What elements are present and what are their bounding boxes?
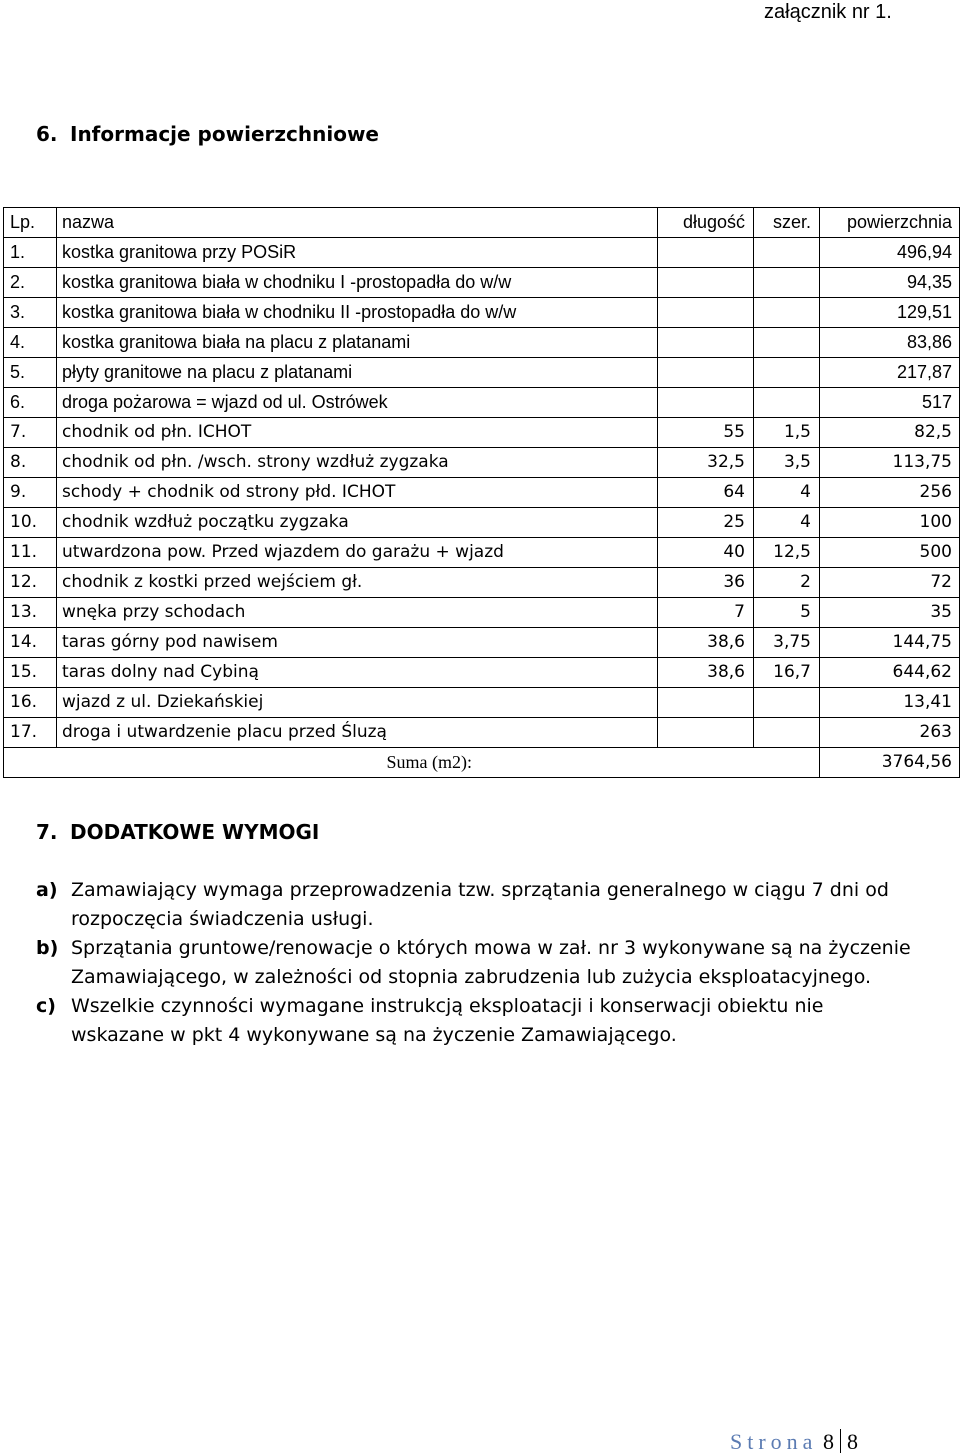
requirement-marker: b)	[36, 937, 59, 959]
row-name: chodnik od płn. /wsch. strony wzdłuż zygzaka	[57, 448, 658, 478]
row-name: kostka granitowa przy POSiR	[57, 238, 658, 268]
row-width: 1,5	[754, 418, 820, 448]
row-lp: 17.	[4, 718, 57, 748]
row-lp: 13.	[4, 598, 57, 628]
row-name: kostka granitowa biała w chodniku II -prostopadła do w/w	[57, 298, 658, 328]
row-length	[658, 238, 754, 268]
table-row	[4, 298, 960, 328]
table-row	[4, 238, 960, 268]
page-total: 8	[846, 1429, 858, 1454]
sum-label: Suma (m2):	[57, 748, 820, 778]
row-name: chodnik wzdłuż początku zygzaka	[57, 508, 658, 538]
row-lp: 16.	[4, 688, 57, 718]
header-length: długość	[658, 208, 754, 238]
row-width	[754, 718, 820, 748]
row-name: kostka granitowa biała na placu z platanami	[57, 328, 658, 358]
header-width: szer.	[754, 208, 820, 238]
row-length	[658, 358, 754, 388]
row-width: 4	[754, 478, 820, 508]
page-footer	[730, 1428, 858, 1456]
section-6-heading	[36, 122, 379, 146]
requirement-text: Zamawiający wymaga przeprowadzenia tzw. sprzątania generalnego w ciągu 7 dni od rozpoczęcia świadczenia usługi.	[71, 879, 889, 930]
table-row	[4, 508, 960, 538]
section-7-number: 7.	[36, 820, 58, 844]
header-area: powierzchnia	[820, 208, 960, 238]
row-area: 35	[820, 598, 960, 628]
row-length: 25	[658, 508, 754, 538]
section-6-number: 6.	[36, 122, 58, 146]
row-area: 100	[820, 508, 960, 538]
row-length: 55	[658, 418, 754, 448]
row-width	[754, 298, 820, 328]
row-area: 144,75	[820, 628, 960, 658]
row-length: 40	[658, 538, 754, 568]
table-row	[4, 328, 960, 358]
row-area: 94,35	[820, 268, 960, 298]
row-area: 496,94	[820, 238, 960, 268]
section-7-heading	[36, 820, 319, 844]
table-row	[4, 628, 960, 658]
row-width: 12,5	[754, 538, 820, 568]
requirement-item	[36, 992, 916, 1050]
row-name: droga i utwardzenie placu przed Śluzą	[57, 718, 658, 748]
requirement-marker: c)	[36, 995, 56, 1017]
row-length: 7	[658, 598, 754, 628]
row-width	[754, 388, 820, 418]
row-lp: 10.	[4, 508, 57, 538]
row-width: 2	[754, 568, 820, 598]
row-lp: 9.	[4, 478, 57, 508]
row-lp: 11.	[4, 538, 57, 568]
row-width	[754, 238, 820, 268]
row-lp: 5.	[4, 358, 57, 388]
header-lp: Lp.	[4, 208, 57, 238]
row-lp: 15.	[4, 658, 57, 688]
row-length	[658, 688, 754, 718]
table-row	[4, 568, 960, 598]
row-length	[658, 298, 754, 328]
table-row	[4, 538, 960, 568]
row-name: schody + chodnik od strony płd. ICHOT	[57, 478, 658, 508]
requirement-item	[36, 934, 916, 992]
row-area: 129,51	[820, 298, 960, 328]
sum-value: 3764,56	[820, 748, 960, 778]
row-length: 38,6	[658, 658, 754, 688]
row-length: 64	[658, 478, 754, 508]
row-lp: 4.	[4, 328, 57, 358]
row-width	[754, 358, 820, 388]
row-width	[754, 268, 820, 298]
row-name: chodnik od płn. ICHOT	[57, 418, 658, 448]
row-area: 83,86	[820, 328, 960, 358]
header-name: nazwa	[57, 208, 658, 238]
row-lp: 3.	[4, 298, 57, 328]
row-length: 38,6	[658, 628, 754, 658]
row-area: 82,5	[820, 418, 960, 448]
row-lp: 6.	[4, 388, 57, 418]
table-row	[4, 478, 960, 508]
row-name: wnęka przy schodach	[57, 598, 658, 628]
row-length: 32,5	[658, 448, 754, 478]
row-length: 36	[658, 568, 754, 598]
row-name: wjazd z ul. Dziekańskiej	[57, 688, 658, 718]
table-row	[4, 418, 960, 448]
requirement-item	[36, 876, 916, 934]
row-lp: 2.	[4, 268, 57, 298]
requirement-text: Sprzątania gruntowe/renowacje o których mowa w zał. nr 3 wykonywane są na życzenie Zamawiającego, w zależności od stopnia zabrudzenia lub zużycia eksploatacyjnego.	[71, 937, 911, 988]
row-name: taras dolny nad Cybiną	[57, 658, 658, 688]
table-row	[4, 658, 960, 688]
requirement-marker: a)	[36, 879, 58, 901]
row-area: 644,62	[820, 658, 960, 688]
requirement-text: Wszelkie czynności wymagane instrukcją eksploatacji i konserwacji obiektu nie wskazane w pkt 4 wykonywane są na życzenie Zamawiającego.	[71, 995, 824, 1046]
row-area: 500	[820, 538, 960, 568]
page-number: 8	[822, 1429, 834, 1454]
requirements-list	[36, 876, 916, 1050]
page-separator	[840, 1429, 841, 1453]
table-row	[4, 718, 960, 748]
table-row	[4, 598, 960, 628]
row-width: 4	[754, 508, 820, 538]
row-length	[658, 268, 754, 298]
row-name: kostka granitowa biała w chodniku I -prostopadła do w/w	[57, 268, 658, 298]
row-lp: 7.	[4, 418, 57, 448]
row-width: 3,75	[754, 628, 820, 658]
row-area: 13,41	[820, 688, 960, 718]
row-name: taras górny pod nawisem	[57, 628, 658, 658]
table-row	[4, 358, 960, 388]
page-label: Strona	[730, 1429, 818, 1454]
table-row	[4, 448, 960, 478]
row-lp: 14.	[4, 628, 57, 658]
row-lp: 1.	[4, 238, 57, 268]
row-name: droga pożarowa = wjazd od ul. Ostrówek	[57, 388, 658, 418]
row-area: 72	[820, 568, 960, 598]
row-area: 113,75	[820, 448, 960, 478]
table-row	[4, 388, 960, 418]
row-width: 16,7	[754, 658, 820, 688]
row-width: 5	[754, 598, 820, 628]
section-6-title: Informacje powierzchniowe	[70, 122, 379, 146]
surface-area-table	[3, 207, 960, 778]
table-row	[4, 688, 960, 718]
row-name: płyty granitowe na placu z platanami	[57, 358, 658, 388]
row-area: 217,87	[820, 358, 960, 388]
section-7-title: DODATKOWE WYMOGI	[70, 820, 320, 844]
attachment-label: załącznik nr 1.	[764, 1, 892, 23]
row-length	[658, 328, 754, 358]
table-row	[4, 268, 960, 298]
table-header-row	[4, 208, 960, 238]
row-name: utwardzona pow. Przed wjazdem do garażu + wjazd	[57, 538, 658, 568]
row-width: 3,5	[754, 448, 820, 478]
row-area: 256	[820, 478, 960, 508]
row-length	[658, 718, 754, 748]
row-length	[658, 388, 754, 418]
row-lp: 8.	[4, 448, 57, 478]
sum-row	[4, 748, 960, 778]
row-area: 263	[820, 718, 960, 748]
row-name: chodnik z kostki przed wejściem gł.	[57, 568, 658, 598]
row-lp: 12.	[4, 568, 57, 598]
row-width	[754, 688, 820, 718]
row-width	[754, 328, 820, 358]
row-area: 517	[820, 388, 960, 418]
